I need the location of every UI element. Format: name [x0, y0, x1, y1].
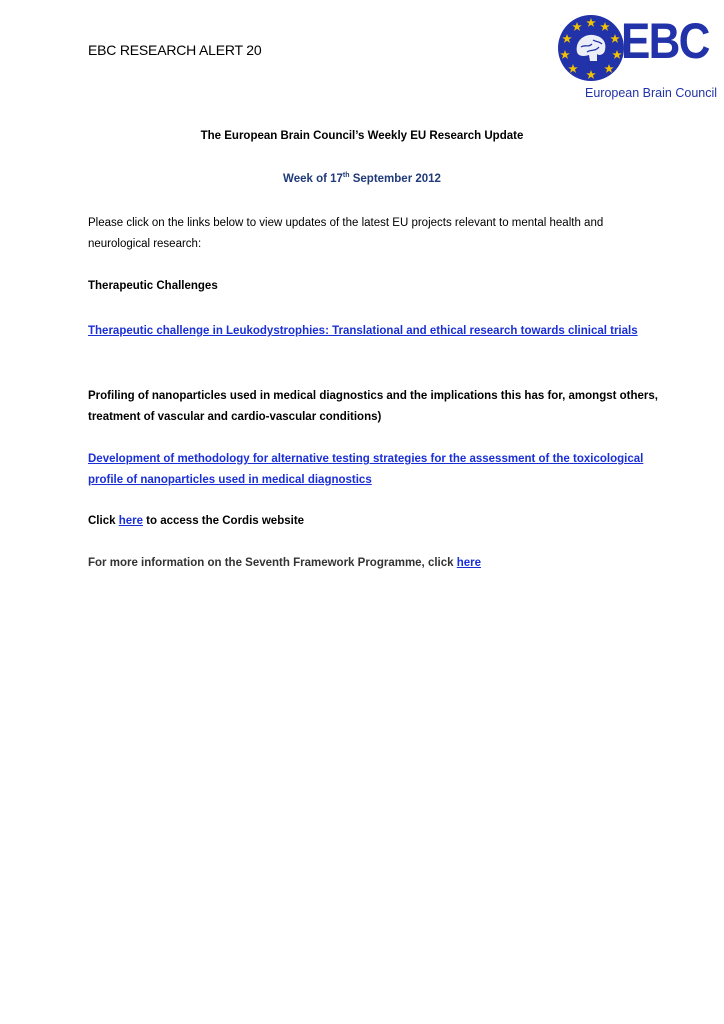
week-ordinal: th	[342, 172, 350, 179]
document-title: The European Brain Council’s Weekly EU Research Update	[200, 130, 524, 142]
week-date	[0, 172, 724, 185]
leukodystrophies-link[interactable]: Therapeutic challenge in Leukodystrophies: Translational and ethical research towards clinical trials	[88, 325, 638, 337]
cordis-here-link[interactable]: here	[118, 515, 143, 527]
week-prefix: Week of 17	[283, 172, 343, 185]
section-heading: Therapeutic Challenges	[88, 280, 218, 292]
intro-paragraph: Please click on the links below to view updates of the latest EU projects relevant to mental health and neurological research:	[88, 217, 604, 250]
logo-letters: EBC	[621, 13, 709, 69]
brain-stars-logo-icon	[557, 14, 625, 82]
fp7-here-link[interactable]: here	[456, 557, 482, 569]
ebc-logo	[557, 13, 718, 102]
cordis-line	[88, 511, 658, 532]
more-info-before: For more information on the Seventh Framework Programme, click	[88, 557, 457, 569]
logo-subtitle: European Brain Council	[585, 86, 718, 100]
nanoparticles-methodology-link[interactable]: Development of methodology for alternative testing strategies for the assessment of the toxicological profile of nanoparticles used in medical diagnostics	[88, 453, 644, 486]
alert-title: EBC RESEARCH ALERT 20	[88, 42, 262, 58]
more-info-line	[88, 553, 658, 574]
profiling-paragraph: Profiling of nanoparticles used in medical diagnostics and the implications this has for, amongst others, treatment of vascular and cardio-vascular conditions)	[88, 390, 658, 423]
week-rest: September 2012	[349, 172, 441, 185]
cordis-after: to access the Cordis website	[142, 515, 305, 527]
cordis-before: Click	[88, 515, 119, 527]
